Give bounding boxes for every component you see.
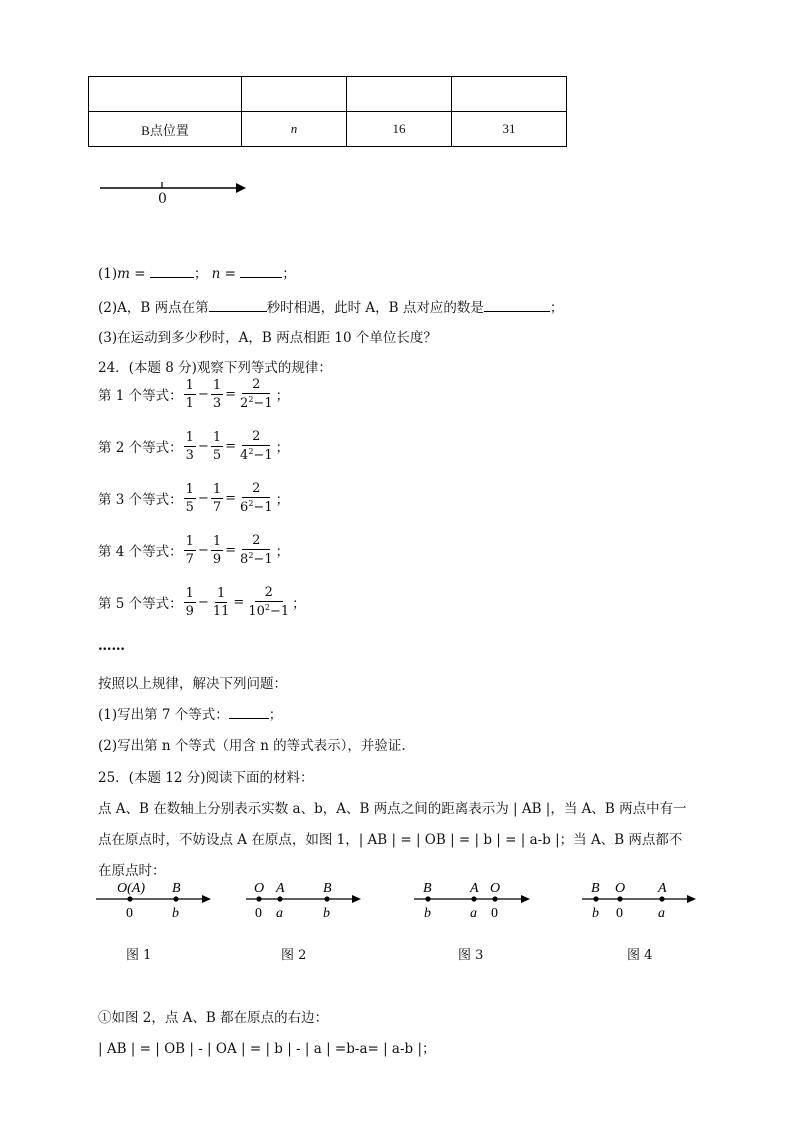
part2-text: (2)A，B 两点在第 — [98, 300, 209, 316]
fraction — [238, 482, 275, 514]
numerator: 1 — [212, 481, 222, 497]
fraction — [184, 379, 196, 410]
point-B — [173, 896, 178, 901]
denominator — [238, 498, 275, 514]
fraction — [246, 586, 291, 618]
equation-label: 第 1 个等式： — [98, 388, 183, 404]
ellipsis: …… — [98, 638, 125, 654]
var-m: m — [117, 266, 130, 282]
fig4-label-0: 0 — [616, 906, 623, 921]
minus-one: −1 — [253, 500, 273, 515]
numerator: 1 — [216, 585, 226, 601]
eq-sign: = — [220, 266, 241, 282]
figure-2-line — [246, 881, 361, 921]
numerator: 1 — [185, 481, 194, 497]
denominator: 7 — [212, 499, 222, 515]
fig3-label-O: O — [490, 881, 501, 896]
fig1-caption: 图 1 — [126, 948, 152, 963]
part-label: (1) — [98, 266, 118, 282]
denominator: 3 — [212, 395, 222, 411]
fig2-label-O: O — [254, 881, 265, 896]
fig3-label-A: A — [470, 881, 479, 896]
number-line-figures — [90, 874, 710, 924]
table-row — [89, 112, 567, 147]
denominator: 5 — [212, 447, 222, 463]
table-cell-label: B点位置 — [89, 112, 242, 147]
denominator — [238, 446, 275, 462]
fig1-label-b: b — [172, 906, 179, 921]
eq-sign: = — [129, 266, 150, 282]
equation-label: 第 3 个等式： — [98, 492, 183, 508]
fraction — [238, 378, 275, 410]
fig4-label-b: b — [592, 906, 599, 921]
q24-title: 24．(本题 8 分)观察下列等式的规律： — [98, 360, 332, 376]
fig2-label-B: B — [323, 881, 332, 896]
numerator: 1 — [212, 377, 222, 393]
fraction — [184, 483, 196, 514]
exponent: 2 — [248, 499, 254, 508]
table-cell: 31 — [452, 112, 567, 147]
equals-sign: = — [233, 594, 245, 610]
minus-one: −1 — [253, 396, 273, 411]
end-mark: ； — [275, 544, 290, 560]
exponent: 2 — [248, 551, 254, 560]
fraction — [184, 431, 196, 462]
minus-sign: − — [197, 594, 209, 610]
numerator: 1 — [185, 585, 194, 601]
denominator: 9 — [212, 551, 222, 567]
end-mark: ； — [268, 707, 283, 723]
fig3-label-b: b — [424, 906, 431, 921]
numerator: 2 — [242, 482, 270, 498]
equation-row — [98, 586, 306, 618]
numerator: 2 — [242, 534, 270, 550]
minus-sign: − — [197, 386, 209, 402]
table-cell — [89, 77, 242, 112]
fig2-label-A: A — [276, 881, 285, 896]
numerator: 1 — [185, 533, 194, 549]
table-cell: n — [242, 112, 347, 147]
figure-4-line — [582, 881, 696, 921]
q23-part2 — [98, 296, 563, 316]
equation-label: 第 2 个等式： — [98, 440, 183, 456]
numerator: 2 — [242, 430, 270, 446]
fig3-label-B: B — [423, 881, 432, 896]
denominator — [246, 602, 291, 618]
q25-case1-eq: | AB | = | OB | - | OA | = | b | - | a | =b-a= | a-b |； — [98, 1041, 436, 1057]
end-mark: ； — [282, 266, 296, 282]
table-cell — [347, 77, 452, 112]
q25-case1: ①如图 2，点 A、B 都在原点的右边： — [98, 1010, 329, 1026]
equals-sign: = — [225, 386, 237, 402]
power-base: 6 — [240, 500, 249, 515]
fig2-caption: 图 2 — [281, 948, 307, 963]
separator: ； — [193, 266, 208, 282]
q24-part2: (2)写出第 n 个等式（用含 n 的等式表示），并验证. — [98, 738, 406, 754]
denominator: 5 — [185, 499, 194, 515]
denominator: 7 — [185, 551, 194, 567]
power-base: 2 — [240, 396, 249, 411]
denominator: 3 — [185, 447, 194, 463]
power-base: 10 — [248, 604, 265, 619]
exponent: 2 — [248, 395, 254, 404]
power-base: 4 — [240, 448, 249, 463]
figure-1-line — [96, 881, 211, 921]
power-base: 8 — [240, 552, 249, 567]
part1-text: (1)写出第 7 个等式： — [98, 707, 229, 723]
answer-blank[interactable] — [240, 265, 282, 278]
fig2-label-b: b — [323, 906, 330, 921]
q25-para3: 在原点时： — [98, 863, 166, 879]
fig3-label-0: 0 — [491, 906, 498, 921]
fig3-label-a: a — [470, 906, 477, 921]
point-OA — [127, 896, 132, 901]
fraction — [184, 587, 196, 618]
equals-sign: = — [225, 490, 237, 506]
exponent: 2 — [248, 447, 254, 456]
answer-blank[interactable] — [150, 265, 194, 278]
fig4-label-A: A — [658, 881, 667, 896]
fraction — [211, 587, 232, 618]
numerator: 1 — [212, 429, 222, 445]
part2-text: 秒时相遇，此时 A，B 点对应的数是 — [266, 300, 484, 316]
table-cell — [452, 77, 567, 112]
numerator: 1 — [185, 377, 194, 393]
fraction — [238, 430, 275, 462]
equals-sign: = — [225, 542, 237, 558]
answer-blank[interactable] — [209, 299, 267, 312]
equation-row — [98, 482, 289, 514]
minus-one: −1 — [269, 604, 290, 619]
fraction — [211, 431, 223, 462]
fig1-label-OA: O(A) — [117, 881, 145, 896]
minus-sign: − — [197, 542, 209, 558]
fig4-label-a: a — [658, 906, 665, 921]
equation-label: 第 5 个等式： — [98, 596, 183, 612]
fraction — [211, 535, 223, 566]
fraction — [238, 534, 275, 566]
equation-label: 第 4 个等式： — [98, 544, 183, 560]
answer-blank[interactable] — [484, 299, 550, 312]
fig4-caption: 图 4 — [627, 948, 653, 963]
fraction — [184, 535, 196, 566]
numerator: 2 — [242, 378, 270, 394]
q25-para1: 点 A、B 在数轴上分别表示实数 a、b，A、B 两点之间的距离表示为 | AB |，当 A、B 两点中有一 — [98, 801, 687, 817]
minus-sign: − — [197, 490, 209, 506]
equation-row — [98, 534, 289, 566]
var-n: n — [211, 266, 221, 282]
fig2-label-0: 0 — [255, 906, 262, 921]
end-mark: ； — [275, 440, 290, 456]
end-mark: ； — [549, 300, 564, 316]
fig2-label-a: a — [276, 906, 283, 921]
number-line-top — [96, 178, 256, 212]
q25-title: 25．(本题 12 分)阅读下面的材料： — [98, 770, 314, 786]
equation-row — [98, 430, 289, 462]
fig4-label-O: O — [615, 881, 626, 896]
end-mark: ； — [275, 492, 290, 508]
denominator — [238, 394, 275, 410]
denominator: 9 — [185, 603, 194, 619]
table-header-row — [89, 77, 567, 112]
table-cell — [242, 77, 347, 112]
end-mark: ； — [275, 388, 290, 404]
equals-sign: = — [225, 438, 237, 454]
denominator: 1 — [185, 395, 194, 411]
exponent: 2 — [264, 603, 270, 612]
q24-part1 — [98, 703, 282, 723]
fraction — [211, 483, 223, 514]
minus-sign: − — [197, 438, 209, 454]
denominator: 11 — [212, 603, 230, 619]
minus-one: −1 — [253, 448, 273, 463]
figure-3-line — [414, 881, 530, 921]
numerator: 2 — [255, 586, 283, 602]
position-table — [88, 76, 567, 147]
answer-blank[interactable] — [229, 706, 269, 719]
fig1-label-B: B — [172, 881, 181, 896]
fig1-label-0: 0 — [126, 906, 133, 921]
fraction — [211, 379, 223, 410]
minus-one: −1 — [253, 552, 273, 567]
numerator: 1 — [212, 533, 222, 549]
equation-row — [98, 378, 289, 410]
fig3-caption: 图 3 — [458, 948, 484, 963]
table-cell: 16 — [347, 112, 452, 147]
q23-part3: (3)在运动到多少秒时，A，B 两点相距 10 个单位长度？ — [98, 330, 437, 346]
q24-instruction: 按照以上规律，解决下列问题： — [98, 676, 287, 692]
denominator — [238, 550, 275, 566]
zero-label: 0 — [158, 191, 167, 207]
q25-para2: 点在原点时，不妨设点 A 在原点，如图 1，| AB | = | OB | = | b | = | a-b |；当 A、B 两点都不 — [98, 832, 683, 848]
numerator: 1 — [185, 429, 194, 445]
fig4-label-B: B — [591, 881, 600, 896]
q23-part1 — [98, 262, 296, 282]
end-mark: ； — [292, 596, 306, 612]
